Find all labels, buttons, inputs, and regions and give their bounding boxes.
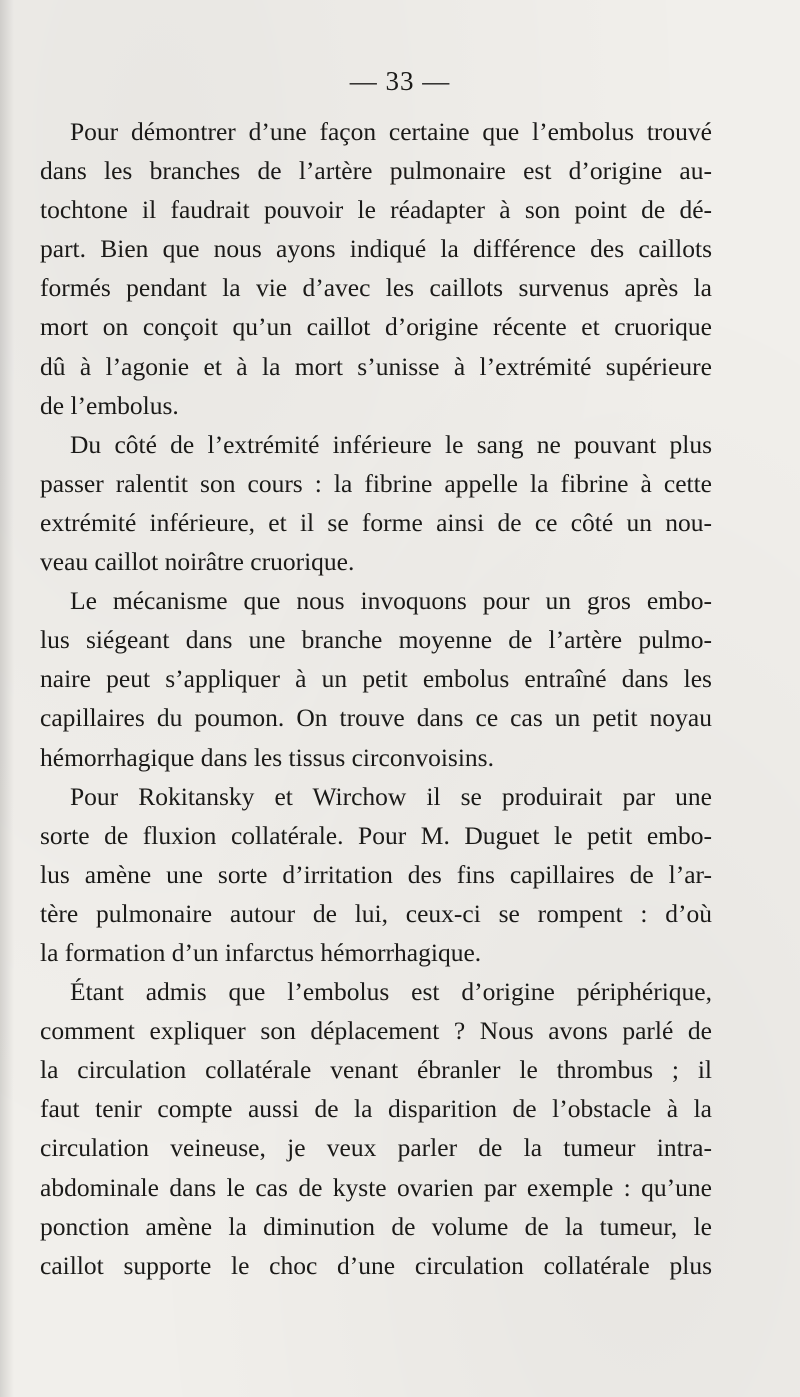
page-number: — 33 —: [349, 66, 451, 96]
text-line: naire peut s’appliquer à un petit embolus entraîné dans les: [40, 664, 712, 694]
text-line: Pour Rokitansky et Wirchow il se produirait par une: [70, 781, 712, 811]
text-line: Le mécanisme que nous invoquons pour un gros embo-: [70, 586, 712, 616]
text-line: Étant admis que l’embolus est d’origine périphérique,: [70, 977, 712, 1007]
text-line: mort on conçoit qu’un caillot d’origine récente et cruorique: [40, 312, 712, 342]
text-line: Pour démontrer d’une façon certaine que l’embolus trouvé: [70, 117, 712, 146]
text-line: ponction amène la diminution de volume de la tumeur, le: [40, 1211, 712, 1241]
text-line: hémorrhagique dans les tissus circonvoisins.: [40, 742, 494, 772]
text-line: la formation d’un infarctus hémorrhagique.: [40, 937, 482, 967]
text-line: tochtone il faudrait pouvoir le réadapter à son point de dé-: [40, 195, 712, 225]
text-line: de l’embolus.: [40, 390, 179, 420]
text-line: faut tenir compte aussi de la disparition de l’obstacle à la: [40, 1094, 712, 1124]
text-line: capillaires du poumon. On trouve dans ce cas un petit noyau: [40, 703, 712, 733]
body-text: [40, 112, 712, 1285]
text-line: abdominale dans le cas de kyste ovarien par exemple : qu’une: [40, 1172, 712, 1202]
text-line: lus siégeant dans une branche moyenne de l’artère pulmo-: [40, 625, 712, 655]
text-line: extrémité inférieure, et il se forme ainsi de ce côté un nou-: [40, 507, 712, 537]
text-line: part. Bien que nous ayons indiqué la différence des caillots: [40, 234, 712, 264]
text-line: dans les branches de l’artère pulmonaire est d’origine au-: [40, 156, 712, 186]
text-line: Du côté de l’extrémité inférieure le sang ne pouvant plus: [70, 429, 712, 459]
text-line: tère pulmonaire autour de lui, ceux-ci se rompent : d’où: [40, 898, 712, 928]
text-line: circulation veineuse, je veux parler de la tumeur intra-: [40, 1133, 712, 1163]
text-line: la circulation collatérale venant ébranler le thrombus ; il: [40, 1055, 712, 1085]
text-line: dû à l’agonie et à la mort s’unisse à l’extrémité supérieure: [40, 351, 712, 381]
text-line: caillot supporte le choc d’une circulation collatérale plus: [40, 1250, 712, 1280]
text-line: comment expliquer son déplacement ? Nous avons parlé de: [40, 1016, 712, 1046]
text-line: veau caillot noirâtre cruorique.: [40, 547, 355, 577]
page-edge-shadow: [0, 0, 14, 1397]
text-line: formés pendant la vie d’avec les caillots survenus après la: [40, 273, 712, 303]
text-line: lus amène une sorte d’irritation des fins capillaires de l’ar-: [40, 859, 712, 889]
text-line: sorte de fluxion collatérale. Pour M. Duguet le petit embo-: [40, 820, 712, 850]
text-line: passer ralentit son cours : la fibrine appelle la fibrine à cette: [40, 468, 712, 498]
